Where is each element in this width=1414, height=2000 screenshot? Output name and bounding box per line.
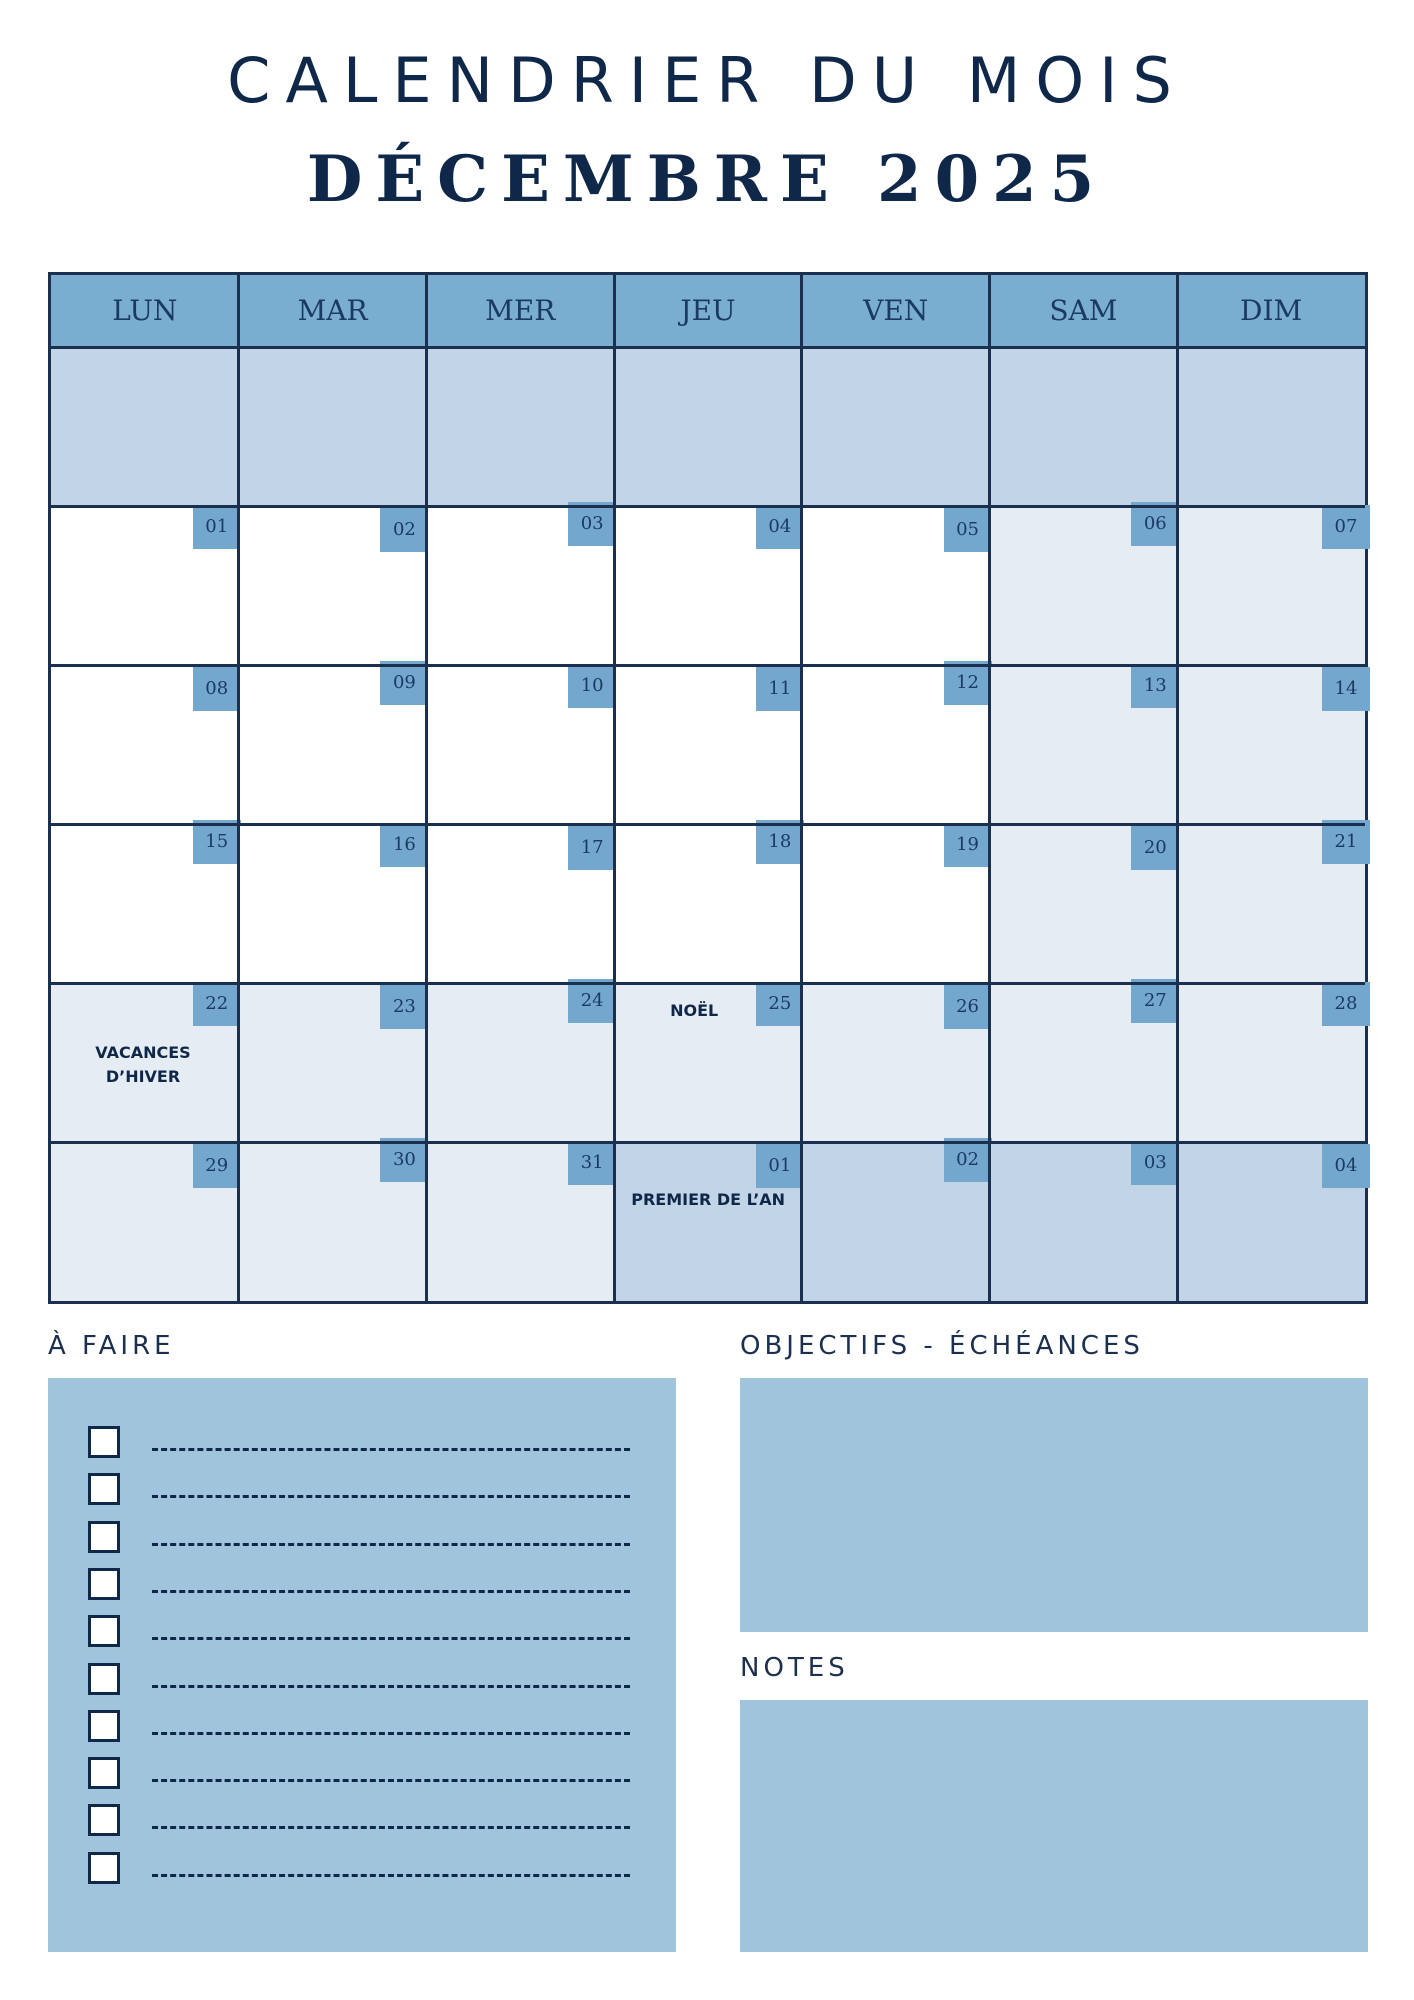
day-number-badge: 16 bbox=[380, 823, 428, 867]
day-number-badge: 17 bbox=[568, 826, 616, 870]
todo-checkbox[interactable] bbox=[88, 1804, 120, 1836]
day-cell[interactable] bbox=[990, 347, 1178, 506]
day-number-badge: 06 bbox=[1131, 502, 1179, 546]
todo-item bbox=[88, 1422, 658, 1462]
day-number-badge: 14 bbox=[1322, 667, 1370, 711]
todo-checkbox[interactable] bbox=[88, 1710, 120, 1742]
todo-item bbox=[88, 1706, 658, 1746]
objectives-panel[interactable] bbox=[740, 1378, 1368, 1632]
weekday-jeu: JEU bbox=[680, 294, 736, 327]
day-number-badge: 12 bbox=[944, 661, 992, 705]
day-number-badge: 20 bbox=[1131, 826, 1179, 870]
day-cell[interactable] bbox=[802, 347, 990, 506]
grid-divider bbox=[51, 664, 1365, 667]
day-number-badge: 26 bbox=[944, 985, 992, 1029]
day-cell[interactable] bbox=[51, 347, 239, 506]
todo-line[interactable] bbox=[152, 1495, 630, 1498]
day-number-badge: 05 bbox=[944, 508, 992, 552]
day-number-badge: 19 bbox=[944, 823, 992, 867]
grid-divider bbox=[425, 275, 428, 1301]
todo-title: À FAIRE bbox=[48, 1331, 175, 1361]
todo-checkbox[interactable] bbox=[88, 1521, 120, 1553]
todo-line[interactable] bbox=[152, 1779, 630, 1782]
day-number-badge: 22 bbox=[193, 982, 241, 1026]
day-number-badge: 03 bbox=[568, 502, 616, 546]
event-noel: NOËL bbox=[670, 1001, 719, 1020]
day-number-badge: 01 bbox=[756, 1144, 804, 1188]
grid-divider bbox=[51, 1141, 1365, 1144]
todo-item bbox=[88, 1659, 658, 1699]
day-number-badge: 24 bbox=[568, 979, 616, 1023]
notes-panel[interactable] bbox=[740, 1700, 1368, 1952]
objectives-title: OBJECTIFS - ÉCHÉANCES bbox=[740, 1331, 1144, 1361]
todo-line[interactable] bbox=[152, 1874, 630, 1877]
todo-checkbox[interactable] bbox=[88, 1663, 120, 1695]
calendar-grid bbox=[48, 272, 1368, 1304]
page-title: CALENDRIER DU MOIS bbox=[227, 44, 1187, 117]
day-number-badge: 02 bbox=[380, 508, 428, 552]
todo-checkbox[interactable] bbox=[88, 1568, 120, 1600]
todo-item bbox=[88, 1848, 658, 1888]
day-number-badge: 21 bbox=[1322, 820, 1370, 864]
weekday-dim: DIM bbox=[1240, 294, 1303, 327]
grid-divider bbox=[988, 275, 991, 1301]
todo-checkbox[interactable] bbox=[88, 1426, 120, 1458]
weekday-sam: SAM bbox=[1049, 294, 1118, 327]
todo-panel bbox=[48, 1378, 676, 1952]
todo-item bbox=[88, 1517, 658, 1557]
day-number-badge: 29 bbox=[193, 1144, 241, 1188]
day-cell[interactable] bbox=[1177, 347, 1365, 506]
grid-divider bbox=[1176, 275, 1179, 1301]
weekday-mar: MAR bbox=[297, 294, 368, 327]
todo-item bbox=[88, 1469, 658, 1509]
day-number-badge: 10 bbox=[568, 664, 616, 708]
month-title: DÉCEMBRE 2025 bbox=[306, 142, 1108, 217]
event-vacances-hiver: VACANCES D’HIVER bbox=[95, 1043, 191, 1086]
event-premier-de-l-an: PREMIER DE L’AN bbox=[631, 1190, 786, 1209]
day-number-badge: 03 bbox=[1131, 1141, 1179, 1185]
todo-checkbox[interactable] bbox=[88, 1615, 120, 1647]
weekday-lun: LUN bbox=[112, 294, 178, 327]
todo-line[interactable] bbox=[152, 1685, 630, 1688]
day-number-badge: 27 bbox=[1131, 979, 1179, 1023]
todo-line[interactable] bbox=[152, 1826, 630, 1829]
grid-divider bbox=[237, 275, 240, 1301]
todo-line[interactable] bbox=[152, 1590, 630, 1593]
day-number-badge: 09 bbox=[380, 661, 428, 705]
day-number-badge: 02 bbox=[944, 1138, 992, 1182]
day-number-badge: 04 bbox=[1322, 1144, 1370, 1188]
day-number-badge: 31 bbox=[568, 1141, 616, 1185]
grid-divider bbox=[51, 505, 1365, 508]
day-number-badge: 07 bbox=[1322, 505, 1370, 549]
day-number-badge: 01 bbox=[193, 505, 241, 549]
day-number-badge: 15 bbox=[193, 820, 241, 864]
todo-checkbox[interactable] bbox=[88, 1757, 120, 1789]
todo-line[interactable] bbox=[152, 1637, 630, 1640]
day-number-badge: 08 bbox=[193, 667, 241, 711]
todo-line[interactable] bbox=[152, 1448, 630, 1451]
day-number-badge: 28 bbox=[1322, 982, 1370, 1026]
day-cell[interactable] bbox=[614, 347, 802, 506]
day-number-badge: 18 bbox=[756, 820, 804, 864]
grid-divider bbox=[51, 823, 1365, 826]
todo-item bbox=[88, 1753, 658, 1793]
grid-divider bbox=[613, 275, 616, 1301]
day-cell[interactable] bbox=[239, 347, 427, 506]
weekday-ven: VEN bbox=[863, 294, 929, 327]
grid-divider bbox=[800, 275, 803, 1301]
day-number-badge: 13 bbox=[1131, 664, 1179, 708]
todo-line[interactable] bbox=[152, 1732, 630, 1735]
todo-checkbox[interactable] bbox=[88, 1852, 120, 1884]
day-number-badge: 04 bbox=[756, 505, 804, 549]
day-number-badge: 30 bbox=[380, 1138, 428, 1182]
weekday-mer: MER bbox=[485, 294, 556, 327]
day-number-badge: 25 bbox=[756, 982, 804, 1026]
todo-line[interactable] bbox=[152, 1543, 630, 1546]
todo-checkbox[interactable] bbox=[88, 1473, 120, 1505]
day-number-badge: 23 bbox=[380, 985, 428, 1029]
grid-divider bbox=[51, 982, 1365, 985]
day-number-badge: 11 bbox=[756, 667, 804, 711]
day-cell[interactable] bbox=[426, 347, 614, 506]
grid-divider bbox=[51, 346, 1365, 349]
todo-item bbox=[88, 1800, 658, 1840]
todo-item bbox=[88, 1564, 658, 1604]
notes-title: NOTES bbox=[740, 1653, 849, 1683]
todo-item bbox=[88, 1611, 658, 1651]
